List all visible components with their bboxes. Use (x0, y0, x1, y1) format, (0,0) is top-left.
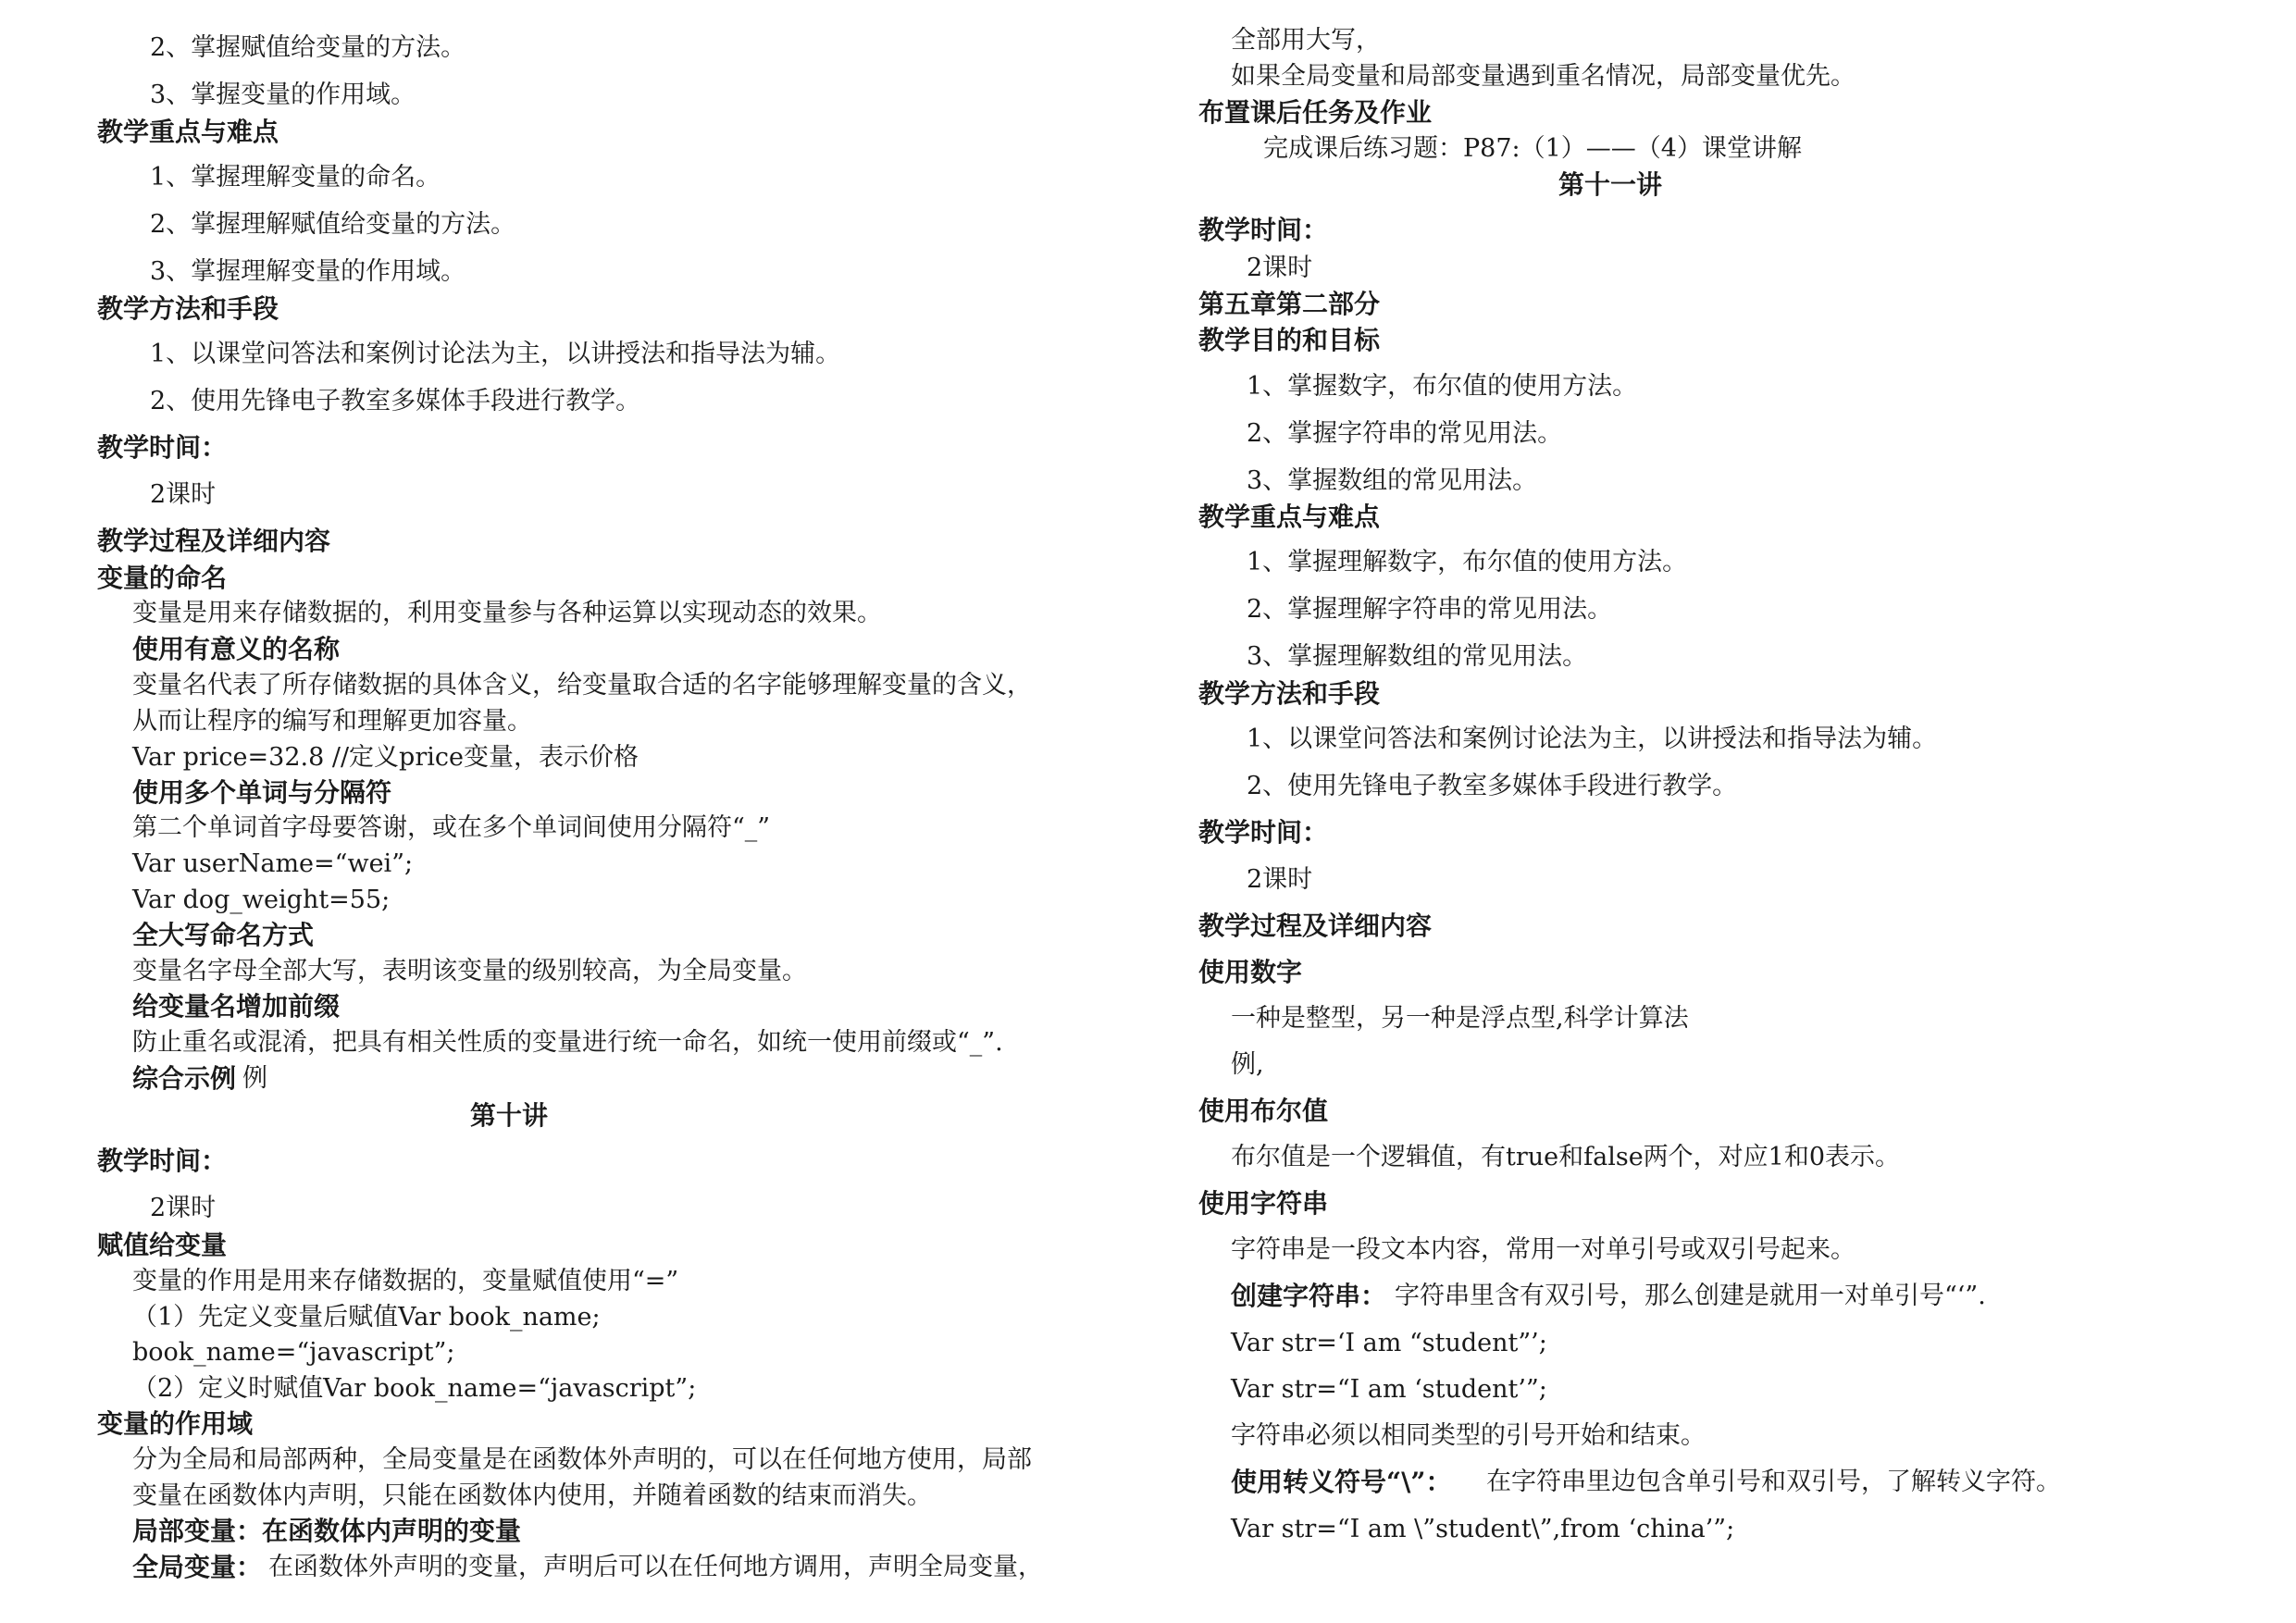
right-heading-8: 教学目的和目标 (1198, 325, 1381, 355)
right-text-line-17: 1、以课堂问答法和案例讨论法为主，以讲授法和指导法为辅。 (1247, 725, 1938, 753)
right-text-line-6: 2课时 (1247, 254, 1313, 282)
right-text-line-20: 2课时 (1247, 865, 1313, 894)
right-text-line-11: 3、掌握数组的常见用法。 (1247, 466, 1538, 495)
right-text-line-23: 一种是整型，另一种是浮点型,科学计算法 (1231, 1004, 1689, 1033)
right-text-line-36: Var str=“I am \”student\”,from ‘china’”; (1231, 1515, 1735, 1543)
left-heading-2: 教学重点与难点 (97, 117, 279, 147)
left-heading-26: 综合示例 (132, 1063, 237, 1094)
left-heading-6: 教学方法和手段 (97, 293, 279, 324)
right-heading-12: 教学重点与难点 (1198, 502, 1381, 532)
right-heading-2: 布置课后任务及作业 (1198, 97, 1433, 128)
right-text-line-9: 1、掌握数字，布尔值的使用方法。 (1247, 372, 1638, 401)
left-heading-29: 教学时间： (97, 1146, 228, 1176)
left-text-line-25: 防止重名或混淆，把具有相关性质的变量进行统一命名，如统一使用前缀或“_”. (132, 1028, 1003, 1057)
left-text-line-32: 变量的作用是用来存储数据的，变量赋值使用“=” (132, 1267, 679, 1295)
left-text-line-0: 2、掌握赋值给变量的方法。 (150, 33, 466, 62)
left-heading-22: 全大写命名方式 (132, 920, 315, 950)
right-text-line-14: 2、掌握理解字符串的常见用法。 (1247, 595, 1613, 624)
right-heading-25: 使用布尔值 (1198, 1096, 1329, 1126)
left-text-line-7: 1、以课堂问答法和案例讨论法为主，以讲授法和指导法为辅。 (150, 340, 841, 368)
left-heading-39: 局部变量：在函数体内声明的变量 (132, 1516, 522, 1546)
right-text-line-15: 3、掌握理解数组的常见用法。 (1247, 642, 1588, 671)
right-text-line-33: 字符串必须以相同类型的引号开始和结束。 (1231, 1421, 1706, 1450)
left-heading-9: 教学时间： (97, 432, 228, 463)
right-lecture-title-4: 第十一讲 (1558, 169, 1662, 200)
left-heading-24: 给变量名增加前缀 (132, 991, 341, 1022)
left-text-line-19: 第二个单词首字母要答谢，或在多个单词间使用分隔符“_” (132, 813, 771, 842)
right-heading-19: 教学时间： (1198, 817, 1329, 848)
left-text-line-4: 2、掌握理解赋值给变量的方法。 (150, 210, 516, 239)
right-text-line-3: 完成课后练习题：P87:（1）——（4）课堂讲解 (1263, 134, 1802, 163)
left-text-line-34: book_name=“javascript”; (132, 1338, 455, 1367)
right-heading-21: 教学过程及详细内容 (1198, 911, 1433, 941)
left-text-line-37: 分为全局和局部两种，全局变量是在函数体外声明的，可以在任何地方使用，局部 (132, 1445, 1032, 1474)
right-heading-29: 创建字符串： (1231, 1281, 1387, 1311)
right-heading-34: 使用转义符号“\”： (1231, 1467, 1452, 1497)
right-heading-7: 第五章第二部分 (1198, 289, 1381, 319)
right-heading-5: 教学时间： (1198, 215, 1329, 245)
left-text-line-3: 1、掌握理解变量的命名。 (150, 163, 441, 192)
left-heading-31: 赋值给变量 (97, 1230, 228, 1260)
left-heading-12: 变量的命名 (97, 563, 228, 593)
left-heading-40: 全局变量： (132, 1552, 263, 1582)
left-text-line-21: Var dog_weight=55; (132, 886, 391, 914)
right-text-line-30: 字符串里含有双引号，那么创建是就用一对单引号“‘”. (1395, 1282, 1986, 1310)
right-text-line-18: 2、使用先锋电子教室多媒体手段进行教学。 (1247, 772, 1738, 800)
right-text-line-13: 1、掌握理解数字，布尔值的使用方法。 (1247, 548, 1688, 576)
right-text-line-31: Var str=‘I am “student”’; (1231, 1329, 1547, 1357)
right-heading-16: 教学方法和手段 (1198, 678, 1381, 709)
left-heading-11: 教学过程及详细内容 (97, 526, 331, 556)
left-text-line-20: Var userName=“wei”; (132, 849, 414, 878)
left-text-line-17: Var price=32.8 //定义price变量，表示价格 (132, 743, 639, 772)
left-heading-14: 使用有意义的名称 (132, 634, 341, 664)
left-heading-18: 使用多个单词与分隔符 (132, 777, 392, 808)
right-text-line-24: 例, (1231, 1050, 1264, 1079)
right-text-line-10: 2、掌握字符串的常见用法。 (1247, 419, 1563, 448)
left-text-line-38: 变量在函数体内声明，只能在函数体内使用，并随着函数的结束而消失。 (132, 1481, 932, 1510)
left-text-line-27: 例 (242, 1064, 267, 1093)
right-text-line-28: 字符串是一段文本内容，常用一对单引号或双引号起来。 (1231, 1235, 1855, 1264)
right-text-line-26: 布尔值是一个逻辑值，有true和false两个，对应1和0表示。 (1231, 1143, 1901, 1171)
left-text-line-13: 变量是用来存储数据的，利用变量参与各种运算以实现动态的效果。 (132, 599, 882, 627)
right-text-line-35: 在字符串里边包含单引号和双引号，了解转义字符。 (1486, 1468, 2061, 1496)
right-text-line-1: 如果全局变量和局部变量遇到重名情况，局部变量优先。 (1231, 62, 1855, 91)
left-text-line-23: 变量名字母全部大写，表明该变量的级别较高，为全局变量。 (132, 957, 807, 985)
left-heading-36: 变量的作用域 (97, 1408, 254, 1439)
right-text-line-32: Var str=“I am ‘student’”; (1231, 1375, 1547, 1404)
right-text-line-0: 全部用大写， (1231, 26, 1381, 55)
left-column (0, 0, 1043, 1623)
right-column (1101, 0, 2119, 1623)
left-text-line-35: （2）定义时赋值Var book_name=“javascript”; (132, 1374, 697, 1403)
left-lecture-title-28: 第十讲 (469, 1100, 548, 1131)
left-text-line-41: 在函数体外声明的变量，声明后可以在任何地方调用，声明全局变量， (268, 1553, 1043, 1581)
left-text-line-33: （1）先定义变量后赋值Var book_name; (132, 1303, 601, 1332)
left-text-line-5: 3、掌握理解变量的作用域。 (150, 257, 466, 286)
left-text-line-10: 2课时 (150, 480, 217, 509)
left-text-line-30: 2课时 (150, 1194, 217, 1222)
left-text-line-16: 从而让程序的编写和理解更加容量。 (132, 707, 532, 736)
left-text-line-8: 2、使用先锋电子教室多媒体手段进行教学。 (150, 387, 641, 415)
right-heading-27: 使用字符串 (1198, 1188, 1329, 1219)
left-text-line-1: 3、掌握变量的作用域。 (150, 81, 416, 109)
left-text-line-15: 变量名代表了所存储数据的具体含义，给变量取合适的名字能够理解变量的含义， (132, 671, 1032, 700)
right-heading-22: 使用数字 (1198, 957, 1303, 987)
